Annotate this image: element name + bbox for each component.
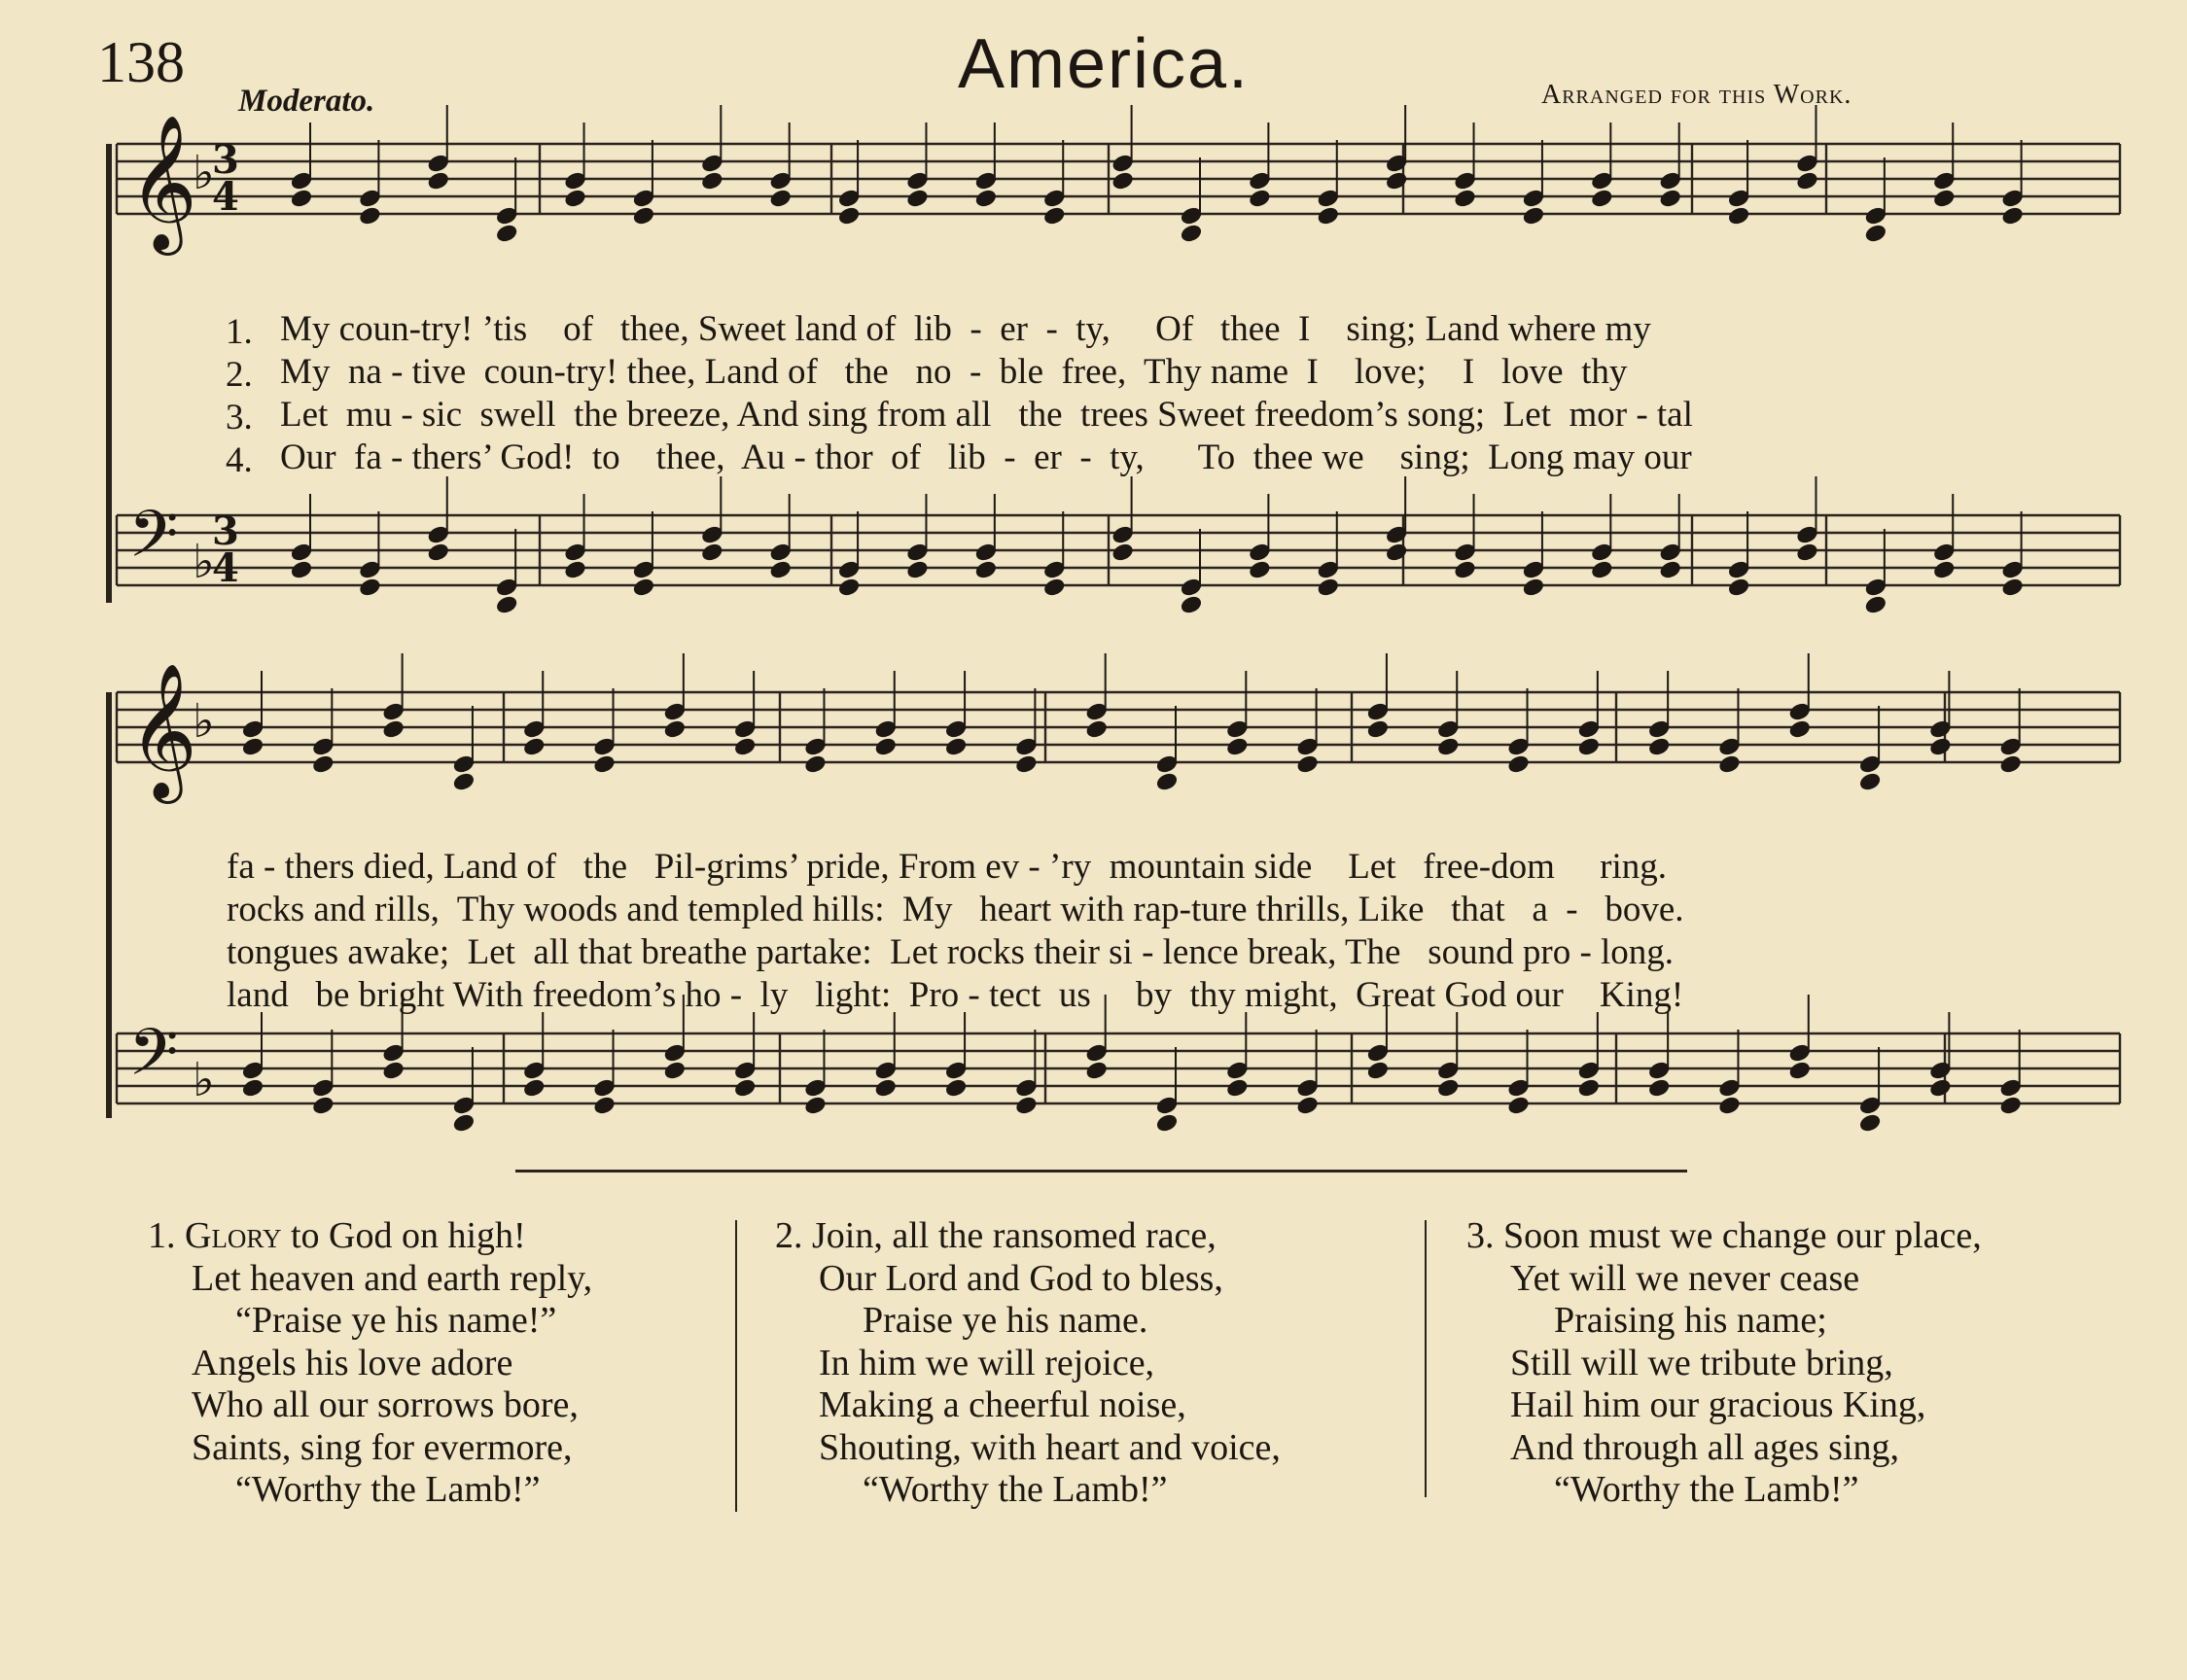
- notehead: [1436, 1077, 1460, 1098]
- notehead: [769, 188, 793, 208]
- column-divider: [1425, 1220, 1427, 1497]
- notehead: [564, 188, 587, 208]
- stanza-first-word: Join,: [812, 1215, 883, 1256]
- notehead: [1366, 1060, 1390, 1080]
- hymn-title: America.: [958, 25, 1251, 103]
- notehead: [382, 718, 406, 739]
- notehead: [1385, 170, 1408, 191]
- verse-line: My na - tive coun-try! thee, Land of the no - ble free, Thy name I love; I love thy: [280, 352, 1628, 392]
- stanza-line: “Worthy the Lamb!”: [1554, 1469, 1859, 1510]
- time-signature: 3: [212, 137, 239, 183]
- bass-clef-icon: 𝄢: [128, 497, 179, 587]
- notehead: [452, 771, 476, 791]
- notehead: [522, 736, 546, 756]
- notehead: [769, 559, 793, 579]
- flat-icon: ♭: [193, 1053, 215, 1107]
- notehead: [1858, 1112, 1882, 1133]
- notehead: [2001, 577, 2025, 597]
- notehead: [874, 1077, 898, 1098]
- notehead: [944, 736, 968, 756]
- notehead: [1932, 188, 1956, 208]
- notehead: [1522, 577, 1545, 597]
- notehead: [1111, 542, 1135, 562]
- stanza-line: Hail him our gracious King,: [1510, 1384, 1926, 1425]
- divider-rule: [515, 1170, 1687, 1172]
- stanza-line: Angels his love adore: [192, 1342, 513, 1383]
- notehead: [1932, 559, 1956, 579]
- notehead: [1248, 559, 1271, 579]
- notehead: [1436, 736, 1460, 756]
- notehead: [1795, 170, 1818, 191]
- stanza-1: [148, 1215, 592, 1512]
- notehead: [495, 594, 518, 614]
- notehead: [1366, 718, 1390, 739]
- stanza-line: all the ransomed race,: [882, 1215, 1217, 1256]
- time-signature: 4: [212, 545, 239, 591]
- notehead: [1014, 1095, 1038, 1115]
- notehead: [1454, 559, 1477, 579]
- notehead: [1999, 753, 2023, 774]
- notehead: [1317, 577, 1340, 597]
- notehead: [837, 577, 861, 597]
- stanza-line: Our Lord and God to bless,: [819, 1257, 1223, 1299]
- arrangement-credit: Arranged for this Work.: [1541, 80, 1852, 110]
- notehead: [1717, 753, 1741, 774]
- notehead: [358, 577, 381, 597]
- notehead: [2001, 205, 2025, 226]
- notehead: [1788, 1060, 1812, 1080]
- stanza-line: In him we will rejoice,: [819, 1342, 1155, 1383]
- notehead: [1590, 559, 1613, 579]
- time-signature: 4: [212, 174, 239, 220]
- flat-icon: ♭: [193, 535, 215, 589]
- stanza-number: 3.: [1466, 1215, 1495, 1256]
- verse-number: 3.: [226, 398, 253, 438]
- notehead: [944, 1077, 968, 1098]
- notehead: [1155, 771, 1179, 791]
- stanza-line: Praise ye his name.: [863, 1300, 1148, 1341]
- notehead: [1085, 1060, 1109, 1080]
- notehead: [1577, 736, 1601, 756]
- notehead: [1864, 223, 1887, 243]
- notehead: [700, 170, 723, 191]
- notehead: [427, 542, 450, 562]
- treble-clef-icon: 𝄞: [128, 115, 197, 250]
- notehead: [495, 223, 518, 243]
- notehead: [452, 1112, 476, 1133]
- notehead: [733, 1077, 757, 1098]
- notehead: [905, 559, 929, 579]
- notehead: [1647, 736, 1671, 756]
- notehead: [1647, 1077, 1671, 1098]
- notehead: [427, 170, 450, 191]
- stanza-3: [1466, 1215, 1982, 1512]
- notehead: [1085, 718, 1109, 739]
- stanza-line: “Praise ye his name!”: [235, 1300, 557, 1341]
- notehead: [874, 736, 898, 756]
- verse-line: My coun-try! ’tis of thee, Sweet land of lib - er - ty, Of thee I sing; Land where my: [280, 309, 1651, 349]
- notehead: [1507, 753, 1531, 774]
- stanza-number: 2.: [775, 1215, 803, 1256]
- notehead: [1296, 1095, 1320, 1115]
- verse-number: 1.: [226, 312, 253, 352]
- stanza-line: Saints, sing for evermore,: [192, 1426, 573, 1468]
- notehead: [803, 753, 827, 774]
- notehead: [1225, 736, 1249, 756]
- stanza-line: Praising his name;: [1554, 1300, 1827, 1341]
- notehead: [632, 577, 655, 597]
- stanza-line: must we change our place,: [1579, 1215, 1982, 1256]
- stanza-line: to God on high!: [281, 1215, 526, 1256]
- notehead: [1795, 542, 1818, 562]
- notehead: [1042, 205, 1066, 226]
- notehead: [1999, 1095, 2023, 1115]
- notehead: [1180, 223, 1203, 243]
- stanza-line: “Worthy the Lamb!”: [235, 1469, 541, 1510]
- notehead: [1659, 559, 1682, 579]
- notehead: [1042, 577, 1066, 597]
- notehead: [1507, 1095, 1531, 1115]
- verse-number: 2.: [226, 355, 253, 395]
- flat-icon: ♭: [193, 146, 215, 200]
- notehead: [593, 1095, 617, 1115]
- notehead: [382, 1060, 406, 1080]
- notehead: [241, 1077, 265, 1098]
- stanza-line: Still will we tribute bring,: [1510, 1342, 1893, 1383]
- notehead: [522, 1077, 546, 1098]
- notehead: [1858, 771, 1882, 791]
- notehead: [663, 1060, 687, 1080]
- bass-clef-icon: 𝄢: [128, 1015, 179, 1105]
- notehead: [905, 188, 929, 208]
- notehead: [1590, 188, 1613, 208]
- notehead: [837, 205, 861, 226]
- notehead: [358, 205, 381, 226]
- stanza-line: Making a cheerful noise,: [819, 1384, 1186, 1425]
- notehead: [1111, 170, 1135, 191]
- notehead: [290, 559, 313, 579]
- notehead: [290, 188, 313, 208]
- tempo-marking: Moderato.: [238, 84, 375, 119]
- notehead: [1248, 188, 1271, 208]
- verse-line: tongues awake; Let all that breathe partake: Let rocks their si - lence break, The sound pro - long.: [227, 932, 1675, 972]
- notehead: [1155, 1112, 1179, 1133]
- stanza-line: Yet will we never cease: [1510, 1257, 1860, 1299]
- flat-icon: ♭: [193, 694, 215, 749]
- stanza-first-word: Soon: [1503, 1215, 1580, 1256]
- notehead: [1788, 718, 1812, 739]
- page-number: 138: [97, 30, 185, 94]
- stanza-number: 1.: [148, 1215, 176, 1256]
- notehead: [564, 559, 587, 579]
- notehead: [311, 1095, 335, 1115]
- notehead: [311, 753, 335, 774]
- notehead: [1317, 205, 1340, 226]
- notehead: [1296, 753, 1320, 774]
- notehead: [1385, 542, 1408, 562]
- notehead: [593, 753, 617, 774]
- notehead: [1659, 188, 1682, 208]
- notehead: [733, 736, 757, 756]
- verse-number: 4.: [226, 440, 253, 480]
- notehead: [1864, 594, 1887, 614]
- stanza-line: Let heaven and earth reply,: [192, 1257, 593, 1299]
- verse-line: land be bright With freedom’s ho - ly light: Pro - tect us by thy might, Great God our King!: [227, 975, 1684, 1015]
- notehead: [1522, 205, 1545, 226]
- stanza-2: [775, 1215, 1281, 1512]
- time-signature: 3: [212, 508, 239, 554]
- notehead: [663, 718, 687, 739]
- notehead: [1928, 1077, 1952, 1098]
- column-divider: [735, 1220, 737, 1512]
- notehead: [1727, 577, 1750, 597]
- notehead: [1577, 1077, 1601, 1098]
- verse-line: fa - thers died, Land of the Pil-grims’ pride, From ev - ’ry mountain side Let free-dom ring.: [227, 847, 1667, 887]
- treble-clef-icon: 𝄞: [128, 663, 197, 798]
- notehead: [1928, 736, 1952, 756]
- stanza-line: Shouting, with heart and voice,: [819, 1426, 1281, 1468]
- notehead: [1727, 205, 1750, 226]
- verse-line: Our fa - thers’ God! to thee, Au - thor of lib - er - ty, To thee we sing; Long may our: [280, 438, 1692, 477]
- notehead: [1225, 1077, 1249, 1098]
- notehead: [974, 188, 998, 208]
- notehead: [1717, 1095, 1741, 1115]
- notehead: [1454, 188, 1477, 208]
- notehead: [632, 205, 655, 226]
- notehead: [1180, 594, 1203, 614]
- verse-line: Let mu - sic swell the breeze, And sing from all the trees Sweet freedom’s song; Let mor - tal: [280, 395, 1693, 435]
- stanza-line: And through all ages sing,: [1510, 1426, 1900, 1468]
- notehead: [803, 1095, 827, 1115]
- stanza-line: Who all our sorrows bore,: [192, 1384, 579, 1425]
- notehead: [1014, 753, 1038, 774]
- notehead: [974, 559, 998, 579]
- stanza-line: “Worthy the Lamb!”: [863, 1469, 1168, 1510]
- notehead: [700, 542, 723, 562]
- stanza-first-word: Glory: [185, 1215, 282, 1256]
- notehead: [241, 736, 265, 756]
- verse-line: rocks and rills, Thy woods and templed hills: My heart with rap-ture thrills, Like that a - bove.: [227, 890, 1684, 929]
